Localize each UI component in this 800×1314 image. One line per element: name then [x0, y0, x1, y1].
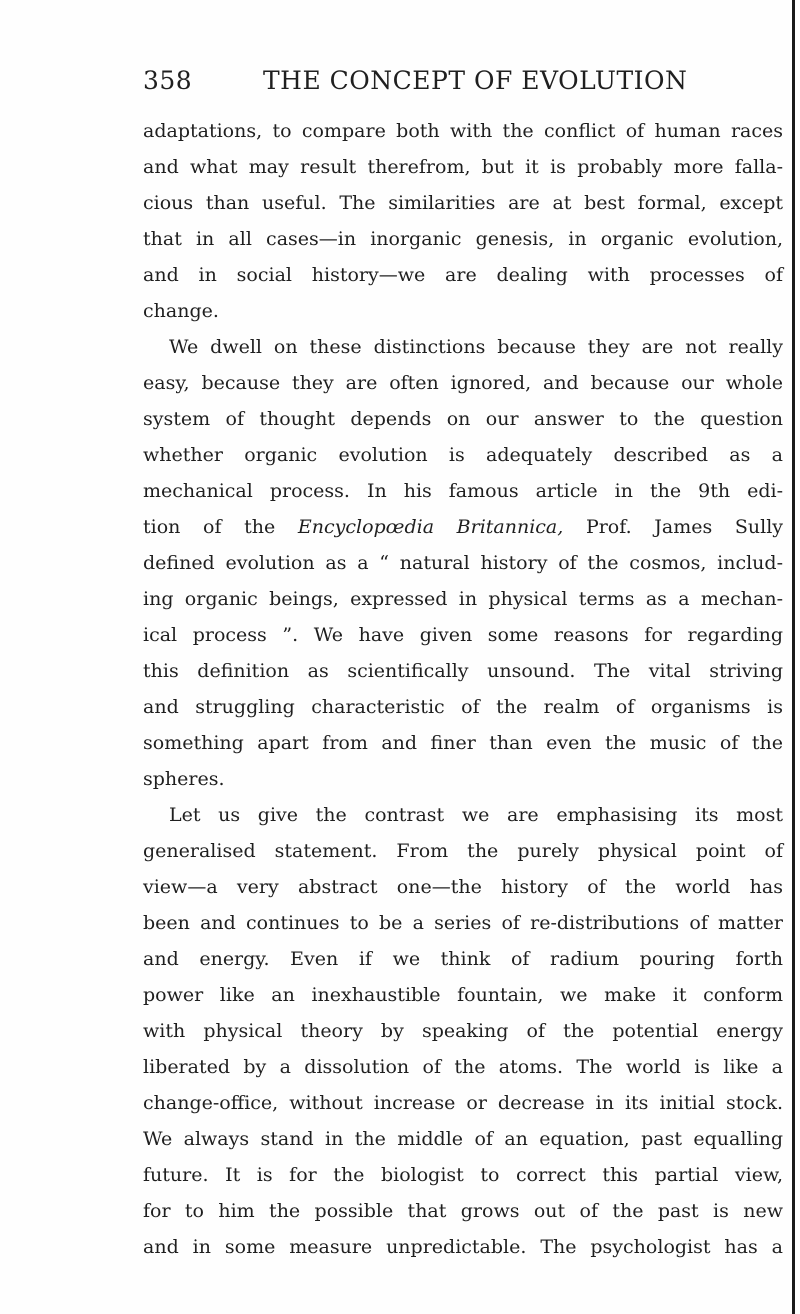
page-number: 358	[143, 66, 193, 95]
text-line: whether organic evolution is adequately described as a	[143, 444, 783, 466]
italic-title: Encyclopœdia Britannica,	[297, 516, 564, 538]
text-line: view—a very abstract one—the history of the world has	[143, 876, 783, 898]
text-line: and energy. Even if we think of radium pouring forth	[143, 948, 783, 970]
text-line	[143, 509, 783, 545]
text-line: and in some measure unpredictable. The psychologist has a	[143, 1236, 783, 1258]
text-segment: tion of the	[143, 516, 298, 538]
text-line: with physical theory by speaking of the potential energy	[143, 1020, 783, 1042]
text-line: spheres.	[143, 768, 225, 790]
text-line: Let us give the contrast we are emphasising its most	[169, 804, 783, 826]
text-line: something apart from and finer than even the music of the	[143, 732, 783, 754]
running-title: THE CONCEPT OF EVOLUTION	[263, 66, 688, 95]
text-line: ing organic beings, expressed in physical terms as a mechan-	[143, 588, 783, 610]
page-header	[143, 66, 688, 100]
body-text	[143, 113, 783, 1265]
text-line: cious than useful. The similarities are at best formal, except	[143, 192, 783, 214]
page-edge-line	[792, 0, 795, 1314]
text-line: and struggling characteristic of the realm of organisms is	[143, 696, 783, 718]
text-line: mechanical process. In his famous article in the 9th edi-	[143, 480, 783, 502]
text-line: generalised statement. From the purely physical point of	[143, 840, 783, 862]
text-line: ical process ”. We have given some reasons for regarding	[143, 624, 783, 646]
text-line: change-office, without increase or decrease in its initial stock.	[143, 1092, 783, 1114]
text-line: easy, because they are often ignored, and because our whole	[143, 372, 783, 394]
text-segment: Prof. James Sully	[563, 516, 784, 538]
text-line: and in social history—we are dealing with processes of	[143, 264, 783, 286]
text-line: future. It is for the biologist to correct this partial view,	[143, 1164, 783, 1186]
text-line: liberated by a dissolution of the atoms. The world is like a	[143, 1056, 783, 1078]
text-line: system of thought depends on our answer to the question	[143, 408, 783, 430]
text-line: adaptations, to compare both with the conflict of human races	[143, 120, 783, 142]
text-line: for to him the possible that grows out of the past is new	[143, 1200, 783, 1222]
text-line: this definition as scientifically unsound. The vital striving	[143, 660, 783, 682]
text-line: We dwell on these distinctions because they are not really	[169, 336, 783, 358]
text-line: change.	[143, 300, 219, 322]
text-line: been and continues to be a series of re-distributions of matter	[143, 912, 783, 934]
text-line: power like an inexhaustible fountain, we make it conform	[143, 984, 783, 1006]
text-line: defined evolution as a “ natural history of the cosmos, includ-	[143, 552, 783, 574]
text-line: We always stand in the middle of an equation, past equalling	[143, 1128, 783, 1150]
text-line: and what may result therefrom, but it is probably more falla-	[143, 156, 783, 178]
text-line: that in all cases—in inorganic genesis, in organic evolution,	[143, 228, 783, 250]
